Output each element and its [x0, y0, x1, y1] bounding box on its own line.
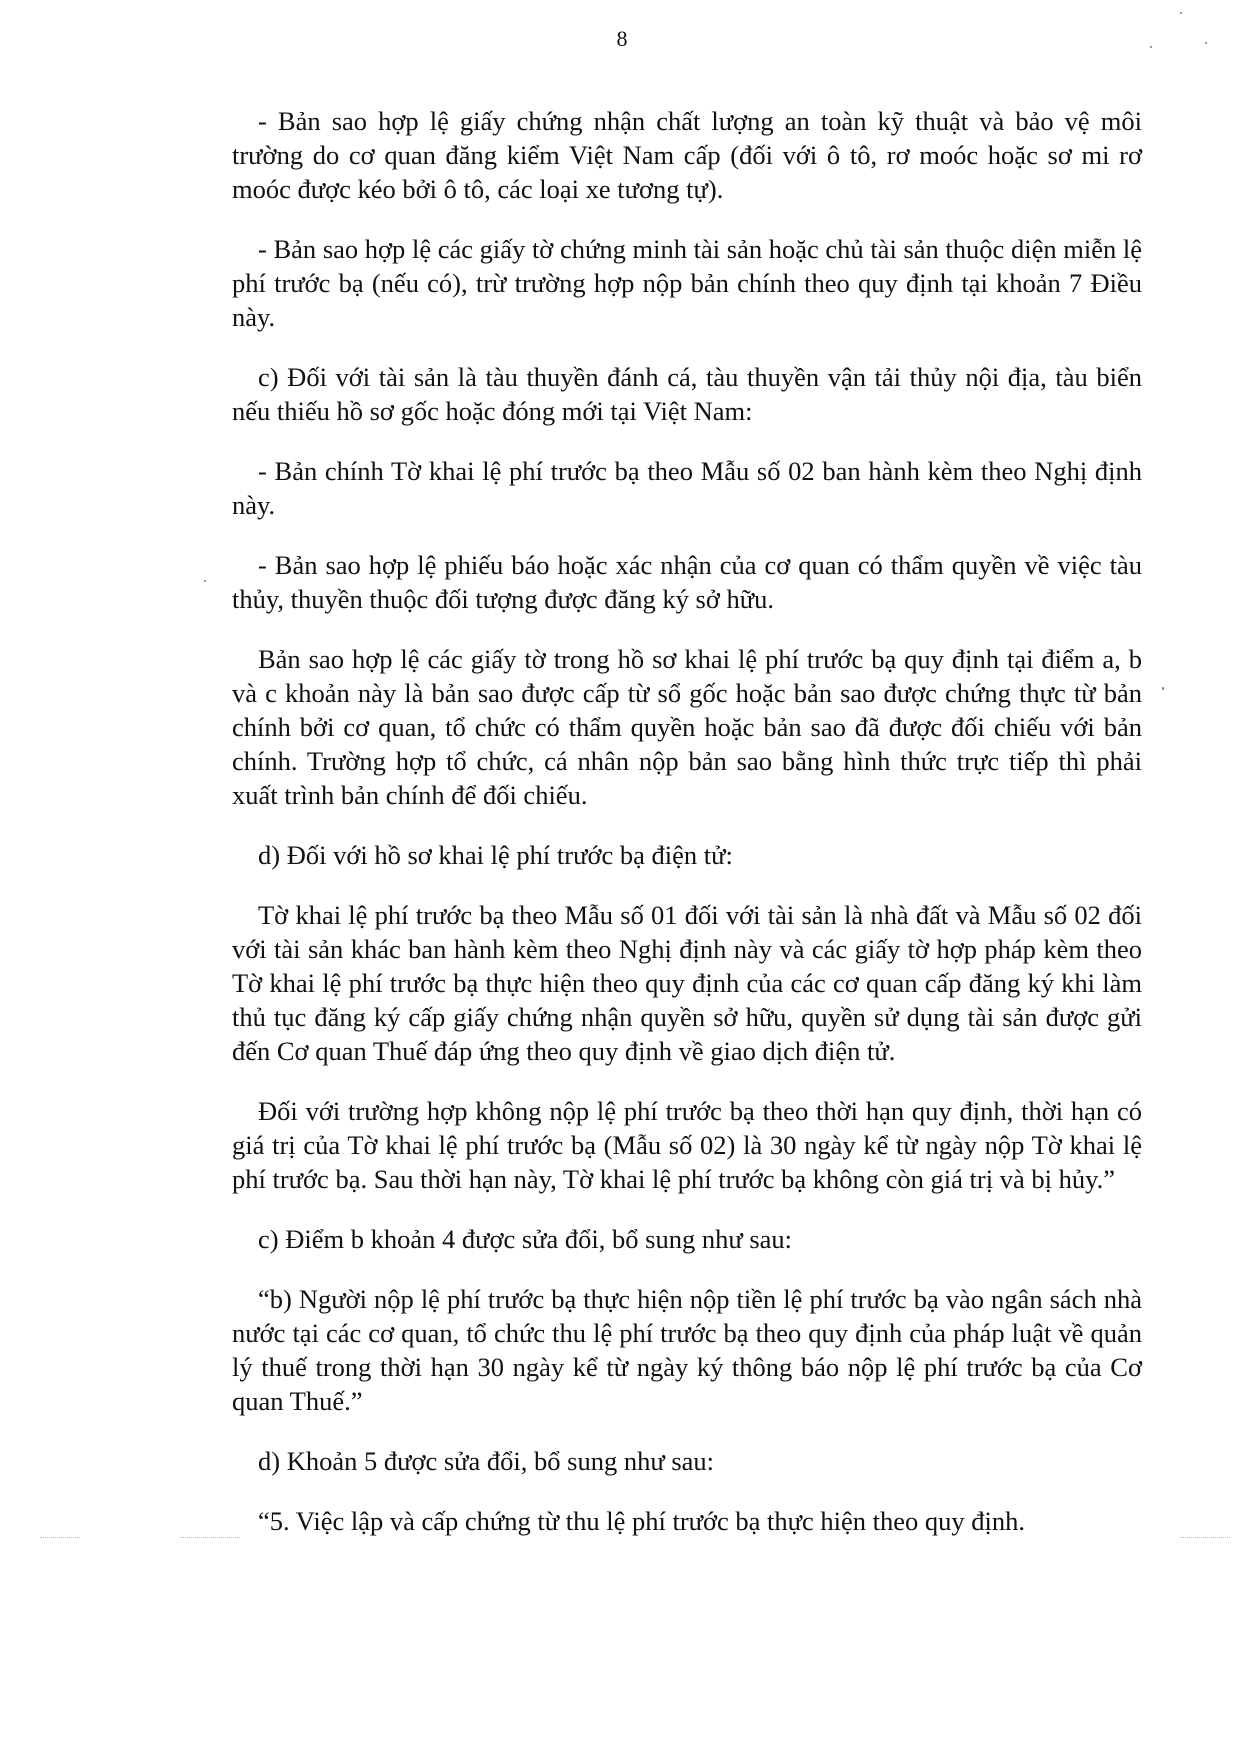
paragraph: Đối với trường hợp không nộp lệ phí trước bạ theo thời hạn quy định, thời hạn có giá trị của Tờ khai lệ phí trước bạ (Mẫu số 02) là 30 ngày kể từ ngày nộp Tờ khai lệ phí trước bạ. Sau thời hạn này, Tờ khai lệ phí trước bạ không còn giá trị và bị hủy.” [232, 1096, 1142, 1194]
paragraph: - Bản sao hợp lệ các giấy tờ chứng minh tài sản hoặc chủ tài sản thuộc diện miễn lệ phí trước bạ (nếu có), trừ trường hợp nộp bản chính theo quy định tại khoản 7 Điều này. [232, 234, 1142, 332]
paragraph: Tờ khai lệ phí trước bạ theo Mẫu số 01 đối với tài sản là nhà đất và Mẫu số 02 đối với tài sản khác ban hành kèm theo Nghị định này và các giấy tờ hợp pháp kèm theo Tờ khai lệ phí trước bạ thực hiện theo quy định của các cơ quan cấp đăng ký khi làm thủ tục đăng ký cấp giấy chứng nhận quyền sở hữu, quyền sử dụng tài sản được gửi đến Cơ quan Thuế đáp ứng theo quy định về giao dịch điện tử. [232, 900, 1142, 1066]
paragraph: c) Điểm b khoản 4 được sửa đổi, bổ sung như sau: [258, 1224, 793, 1254]
scan-dotted-line [40, 1537, 80, 1539]
paragraph: “5. Việc lập và cấp chứng từ thu lệ phí trước bạ thực hiện theo quy định. [258, 1506, 1026, 1536]
scan-speck [204, 580, 206, 582]
scan-dotted-line [180, 1537, 240, 1539]
paragraph: - Bản sao hợp lệ phiếu báo hoặc xác nhận của cơ quan có thẩm quyền về việc tàu thủy, thuyền thuộc đối tượng được đăng ký sở hữu. [232, 550, 1142, 614]
document-body [232, 104, 1142, 1538]
scan-dotted-line [1180, 1537, 1230, 1539]
paragraph: d) Đối với hồ sơ khai lệ phí trước bạ điện tử: [258, 840, 733, 870]
scan-speck [1205, 42, 1207, 44]
scan-speck [1150, 46, 1152, 48]
paragraph: - Bản sao hợp lệ giấy chứng nhận chất lượng an toàn kỹ thuật và bảo vệ môi trường do cơ quan đăng kiểm Việt Nam cấp (đối với ô tô, rơ moóc hoặc sơ mi rơ moóc được kéo bởi ô tô, các loại xe tương tự). [232, 106, 1142, 204]
scan-speck [1180, 12, 1182, 14]
paragraph: d) Khoản 5 được sửa đổi, bổ sung như sau: [258, 1446, 715, 1476]
paragraph: “b) Người nộp lệ phí trước bạ thực hiện nộp tiền lệ phí trước bạ vào ngân sách nhà nước tại các cơ quan, tổ chức thu lệ phí trước bạ theo quy định của pháp luật về quản lý thuế trong thời hạn 30 ngày kể từ ngày ký thông báo nộp lệ phí trước bạ của Cơ quan Thuế.” [232, 1284, 1142, 1416]
page-number: 8 [616, 26, 628, 51]
paragraph: c) Đối với tài sản là tàu thuyền đánh cá, tàu thuyền vận tải thủy nội địa, tàu biển nếu thiếu hồ sơ gốc hoặc đóng mới tại Việt Nam: [232, 362, 1142, 426]
paragraph: - Bản chính Tờ khai lệ phí trước bạ theo Mẫu số 02 ban hành kèm theo Nghị định này. [232, 456, 1142, 520]
paragraph: Bản sao hợp lệ các giấy tờ trong hồ sơ khai lệ phí trước bạ quy định tại điểm a, b và c khoản này là bản sao được cấp từ sổ gốc hoặc bản sao được chứng thực từ bản chính bởi cơ quan, tổ chức có thẩm quyền hoặc bản sao đã được đối chiếu với bản chính. Trường hợp tổ chức, cá nhân nộp bản sao bằng hình thức trực tiếp thì phải xuất trình bản chính để đối chiếu. [232, 644, 1142, 810]
scan-speck [1162, 687, 1164, 690]
